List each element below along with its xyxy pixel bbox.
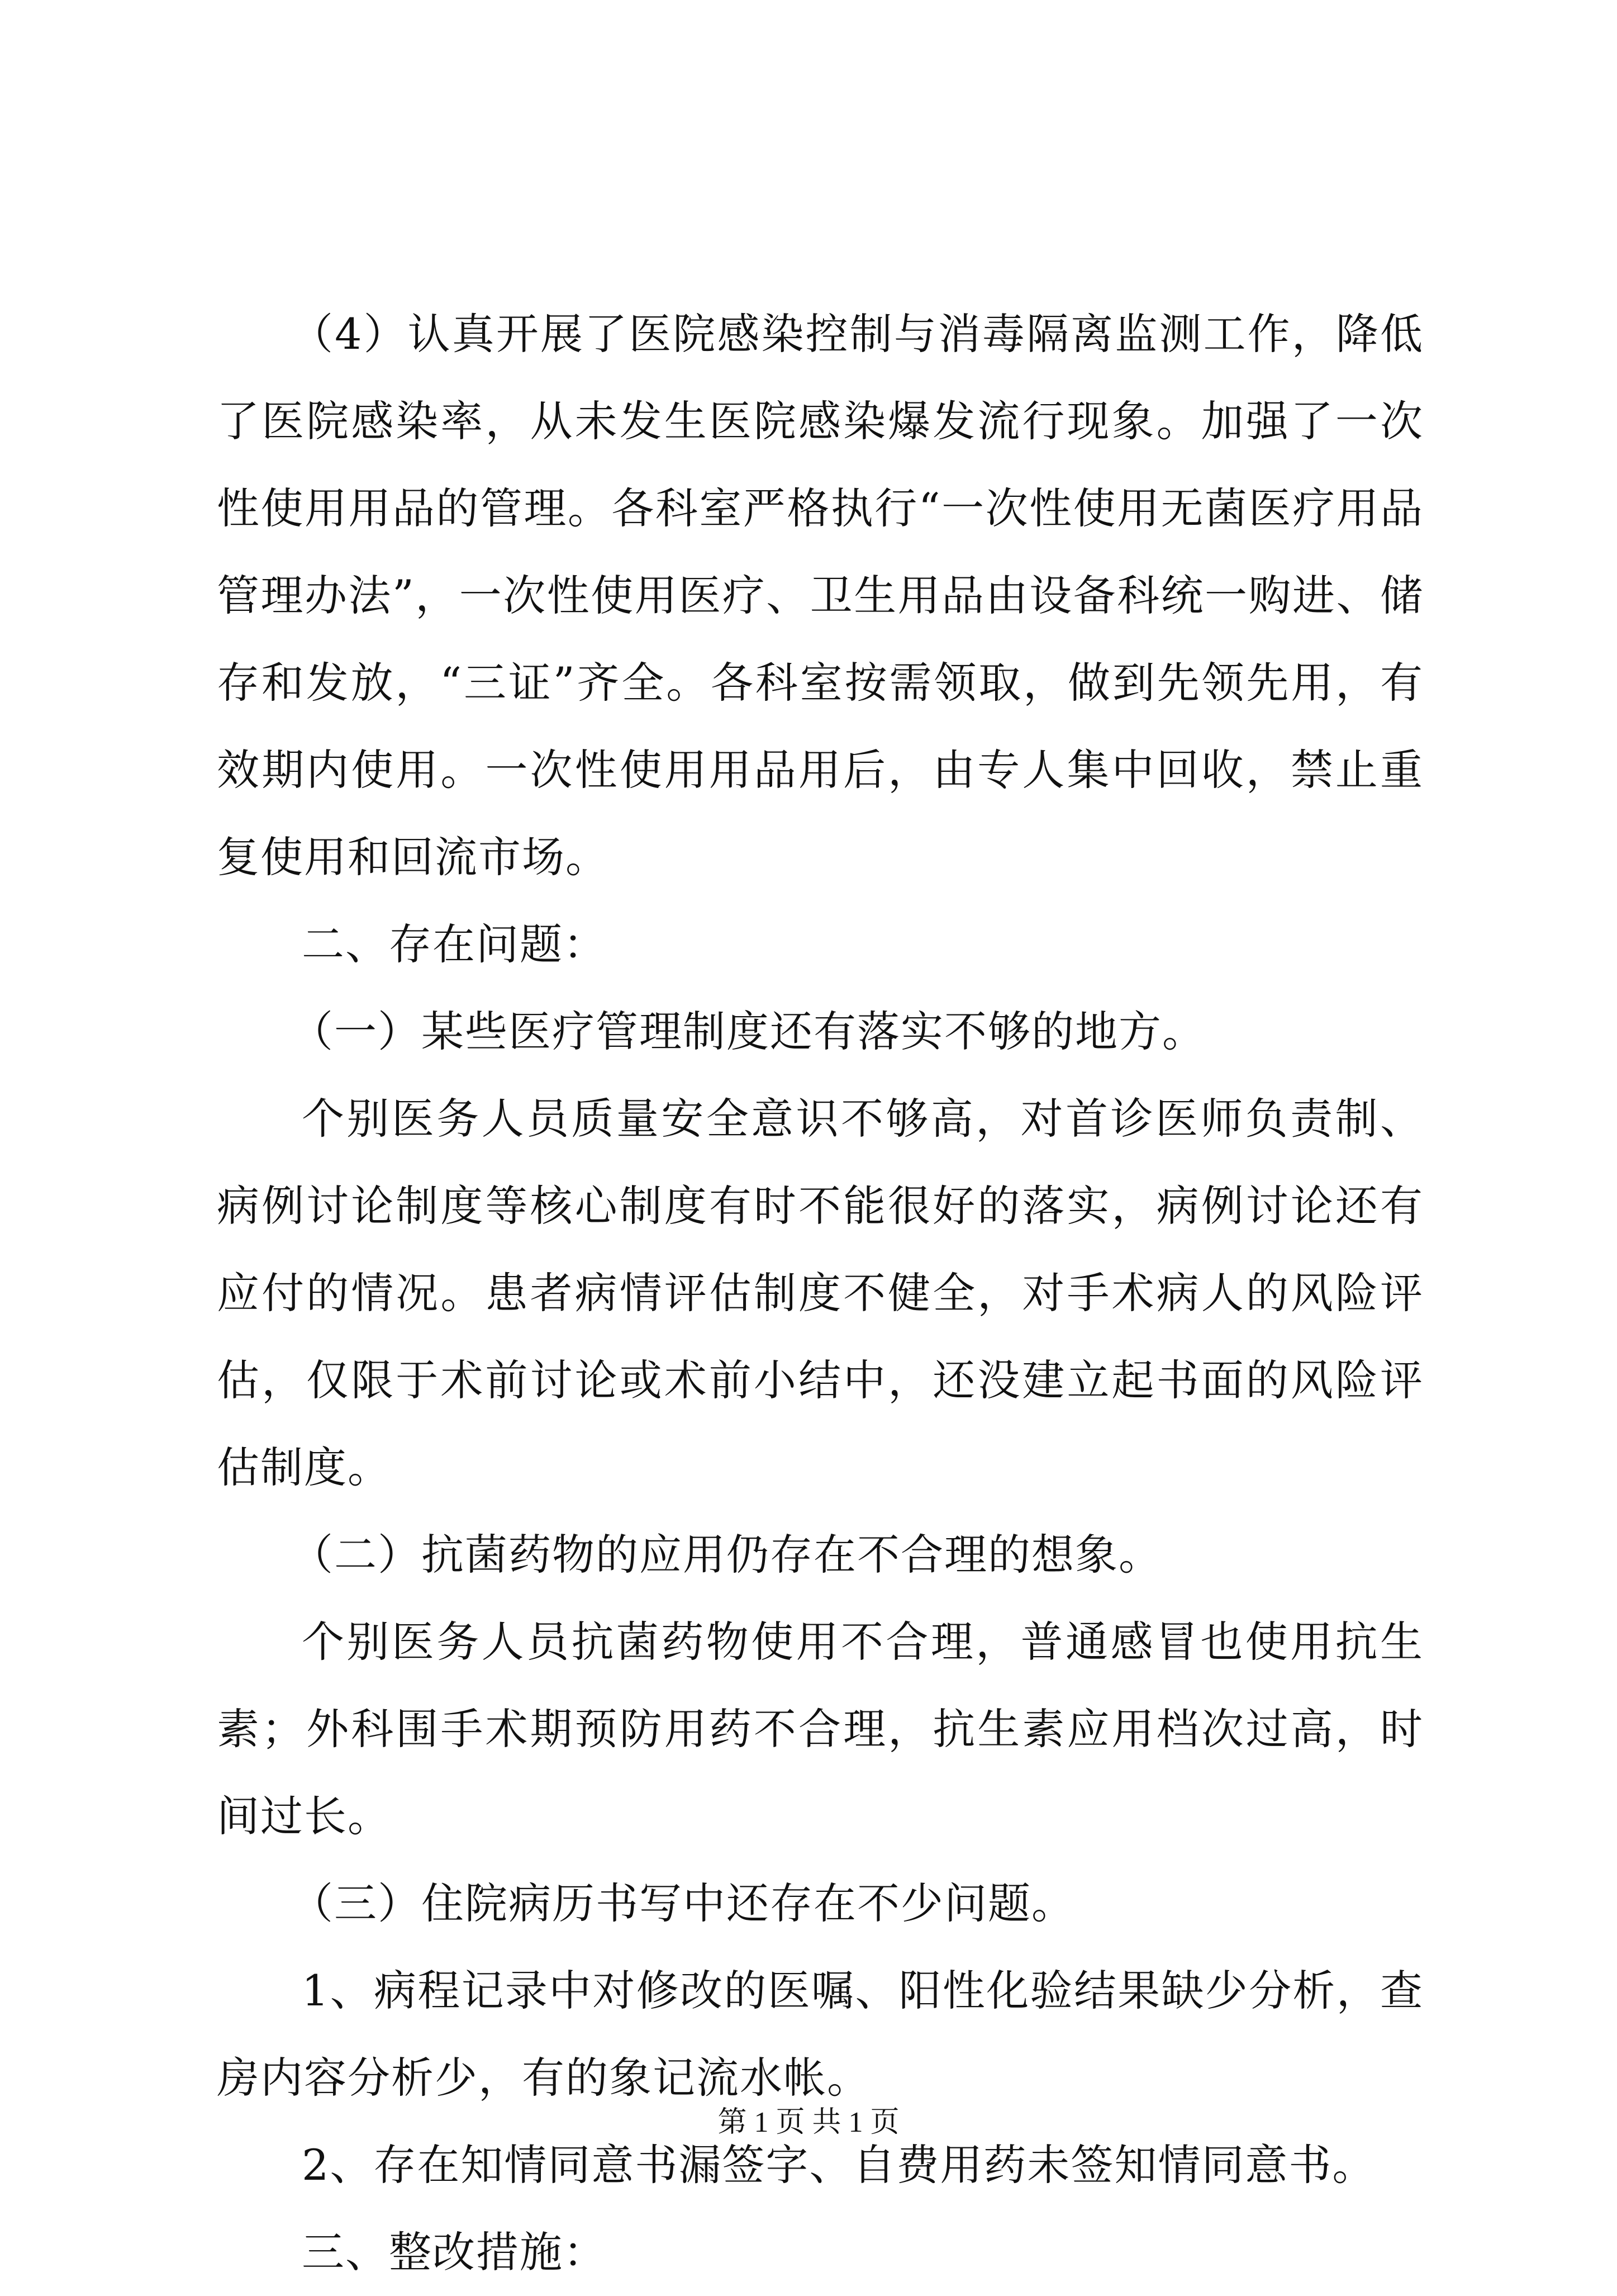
list-item-problem-3-2: 2、存在知情同意书漏签字、自费用药未签知情同意书。 [302,2140,1376,2190]
list-item-problem-3-1: 1、病程记录中对修改的医嘱、阳性化验结果缺少分析，查房内容分析少，有的象记流水帐。 [217,1966,1424,2103]
subheading-problem-2: （二）抗菌药物的应用仍存在不合理的想象。 [291,1530,1162,1579]
paragraph-infection-control: （4）认真开展了医院感染控制与消毒隔离监测工作，降低了医院感染率，从未发生医院感染爆发流行现象。加强了一次性使用用品的管理。各科室严格执行“一次性使用无菌医疗用品管理办法”，一次性使用医疗、卫生用品由设备科统一购进、储存和发放，“三证”齐全。各科室按需领取，做到先领先用，有效期内使用。一次性使用用品用后，由专人集中回收，禁止重复使用和回流市场。 [217,309,1424,882]
paragraph-problem-1-detail: 个别医务人员质量安全意识不够高，对首诊医师负责制、病例讨论制度等核心制度有时不能很好的落实，病例讨论还有应付的情况。患者病情评估制度不健全，对手术病人的风险评估，仅限于术前讨论或术前小结中，还没建立起书面的风险评估制度。 [217,1094,1424,1492]
page-footer: 第 1 页 共 1 页 [717,2107,900,2138]
document-body [217,291,1424,2296]
paragraph-problem-2-detail: 个别医务人员抗菌药物使用不合理，普通感冒也使用抗生素；外科围手术期预防用药不合理，抗生素应用档次过高，时间过长。 [217,1617,1424,1841]
subheading-problem-3: （三）住院病历书写中还存在不少问题。 [291,1878,1075,1928]
heading-existing-problems: 二、存在问题： [302,919,607,969]
subheading-problem-1: （一）某些医疗管理制度还有落实不够的地方。 [291,1007,1206,1056]
heading-rectification-measures: 三、整改措施： [302,2227,607,2277]
